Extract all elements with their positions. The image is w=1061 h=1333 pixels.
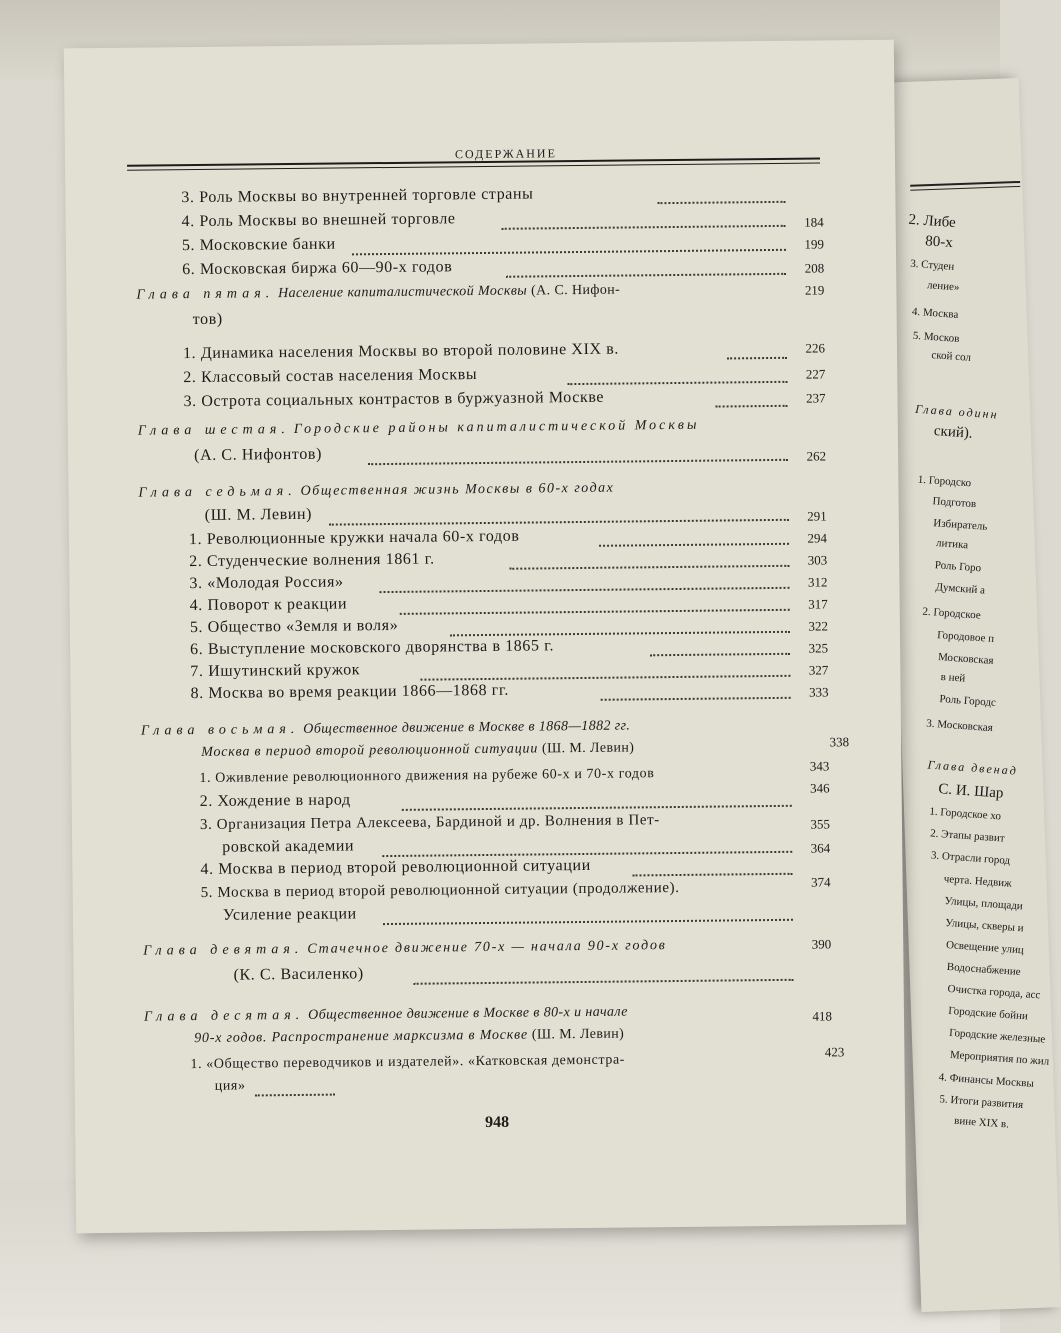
chapter-title-continued	[194, 1027, 624, 1048]
toc-entry: ровской академии	[222, 837, 355, 856]
toc-entry: 5. Московские банки	[181, 235, 336, 255]
toc-entry: 6. Выступление московского дворянства в 1865 г.	[190, 637, 555, 659]
facing-line: 1. Городско	[917, 473, 972, 490]
facing-line: Городовое п	[936, 629, 995, 646]
facing-line: Глава двенад	[927, 757, 1019, 778]
chapter-heading	[144, 1005, 628, 1026]
facing-line: 3. Отрасли город	[930, 849, 1011, 867]
facing-line: Городские бойни	[947, 1004, 1029, 1023]
leader-dots	[352, 249, 786, 256]
page-number: 322	[808, 618, 828, 634]
leader-dots	[255, 1094, 335, 1097]
facing-page	[879, 78, 1061, 1312]
toc-entry: 4. Поворот к реакции	[189, 595, 348, 615]
leader-dots	[601, 697, 791, 701]
leader-dots	[420, 675, 790, 681]
page-number: 317	[808, 596, 828, 612]
facing-line: ский).	[933, 423, 974, 442]
leader-dots	[383, 919, 793, 925]
facing-line: черта. Недвиж	[943, 873, 1013, 890]
leader-dots	[650, 653, 790, 656]
facing-line: 2. Городское	[922, 605, 982, 622]
facing-line: Улицы, скверы и	[944, 916, 1025, 935]
leader-dots	[502, 225, 786, 230]
page-number: 237	[805, 390, 826, 406]
chapter-heading	[141, 718, 630, 739]
facing-line: Очистка города, асс	[947, 982, 1041, 1002]
facing-line: Освещение улиц	[945, 938, 1025, 957]
leader-dots	[657, 201, 785, 204]
page-number: 294	[807, 530, 828, 546]
leader-dots	[599, 543, 789, 547]
leader-dots	[380, 587, 790, 593]
page-folio: 948	[485, 1113, 510, 1132]
facing-line: литика	[935, 537, 969, 552]
page-number: 219	[804, 282, 825, 298]
facing-line: Водоснабжение	[946, 960, 1021, 979]
page-number: 262	[806, 448, 827, 464]
leader-dots	[567, 381, 787, 385]
facing-page-rule	[910, 181, 1020, 191]
chapter-label: Глава десятая.	[143, 1007, 305, 1025]
facing-line: С. И. Шар	[937, 781, 1004, 802]
chapter-heading	[138, 481, 614, 502]
facing-line: ской сол	[931, 349, 972, 364]
page-number: 355	[810, 816, 831, 832]
chapter-author: тов)	[192, 310, 223, 329]
chapter-author: (А. С. Нифон-	[530, 282, 621, 299]
page-number: 208	[804, 260, 825, 276]
toc-entry: 1. Революционные кружки начала 60-х годов	[188, 527, 520, 549]
toc-entry: 3. Роль Москвы во внутренней торговле страны	[181, 185, 534, 207]
toc-entry: 5. Москва в период второй революционной ситуации (продолжение).	[200, 879, 680, 901]
facing-line: Избиратель	[932, 517, 988, 533]
facing-line: Роль Горо	[934, 559, 982, 575]
page-number: 226	[805, 340, 826, 356]
facing-line: 80-х	[924, 233, 954, 252]
page-number: 227	[805, 366, 826, 382]
facing-line: вине XIX в.	[953, 1114, 1010, 1131]
facing-line: 5. Итоги развития	[939, 1093, 1024, 1112]
page-number: 346	[810, 780, 830, 796]
page-number: 343	[809, 758, 830, 774]
facing-line: Мероприятия по жил	[949, 1048, 1050, 1068]
facing-line: Роль Городс	[939, 693, 997, 709]
page-number: 364	[810, 840, 831, 856]
leader-dots	[414, 979, 794, 985]
toc-entry: 2. Хождение в народ	[199, 791, 351, 810]
facing-line: Московская	[937, 651, 994, 667]
toc-entry: 3. Организация Петра Алексеева, Бардиной и др. Волнения в Пет-	[199, 812, 660, 833]
page-number: 374	[811, 874, 831, 890]
facing-line: 4. Москва	[911, 305, 959, 321]
chapter-title: Общественное движение в Москве в 1868—1882 гг.	[303, 718, 631, 737]
toc-entry: 7. Ишутинский кружок	[190, 661, 361, 681]
toc-entry: 4. Роль Москвы во внешней торговле	[181, 210, 456, 231]
chapter-heading	[136, 283, 620, 304]
facing-line: 3. Московская	[925, 717, 994, 735]
facing-line: Глава одинн	[914, 401, 1000, 422]
chapter-author: (Ш. М. Левин)	[531, 1026, 625, 1043]
page-number: 199	[804, 236, 824, 252]
facing-line: Улицы, площади	[944, 894, 1024, 913]
toc-entry: Усиление реакции	[222, 905, 357, 924]
chapter-title: Общественная жизнь Москвы в 60-х годах	[300, 480, 615, 499]
facing-line: Городские железные	[948, 1026, 1046, 1046]
facing-line: 3. Студен	[909, 257, 955, 273]
leader-dots	[509, 565, 789, 570]
page-number: 327	[808, 662, 829, 678]
toc-entry: 6. Московская биржа 60—90-х годов	[182, 258, 453, 279]
chapter-title: Москва в период второй революционной ситуации	[201, 741, 539, 760]
page-number: 303	[807, 552, 828, 568]
book-page	[64, 40, 906, 1234]
chapter-title: Население капиталистической Москвы	[278, 283, 528, 302]
chapter-heading	[138, 418, 700, 440]
toc-entry: 1. «Общество переводчиков и издателей». «Катковская демонстра-	[190, 1052, 626, 1073]
facing-line: Подготов	[932, 495, 977, 511]
chapter-title: Общественное движение в Москве в 80-х и начале	[308, 1004, 628, 1023]
leader-dots	[716, 405, 788, 408]
leader-dots	[450, 631, 790, 637]
chapter-label: Глава восьмая.	[140, 721, 300, 739]
toc-entry: 2. Классовый состав населения Москвы	[183, 366, 478, 387]
leader-dots	[402, 805, 792, 811]
chapter-title: Городские районы капиталистической Москвы	[293, 417, 700, 437]
chapter-title: Стачечное движение 70-х — начала 90-х годов	[307, 938, 667, 957]
page-number: 291	[807, 508, 827, 524]
leader-dots	[368, 459, 788, 465]
toc-entry: 2. Студенческие волнения 1861 г.	[189, 550, 435, 571]
page-number: 312	[807, 574, 828, 590]
chapter-author: (К. С. Василенко)	[233, 965, 364, 984]
facing-line: в ней	[940, 670, 966, 685]
leader-dots	[506, 273, 786, 278]
page-number: 390	[811, 936, 832, 952]
toc-entry: ция»	[214, 1078, 246, 1094]
toc-entry: 4. Москва в период второй революционной ситуации	[200, 856, 591, 878]
page-number: 333	[809, 684, 829, 700]
chapter-label: Глава седьмая.	[138, 483, 297, 501]
leader-dots	[633, 873, 793, 877]
facing-line: 2. Либе	[907, 211, 957, 232]
toc-entry: 3. Острота социальных контрастов в буржуазной Москве	[183, 388, 605, 411]
facing-line: 4. Финансы Москвы	[938, 1071, 1035, 1090]
leader-dots	[329, 519, 789, 526]
page-number: 184	[804, 214, 824, 230]
chapter-author: (А. С. Нифонтов)	[194, 445, 323, 465]
toc-entry: 1. Динамика населения Москвы во второй половине XIX в.	[182, 340, 620, 363]
leader-dots	[400, 609, 790, 615]
toc-entry: 5. Общество «Земля и воля»	[189, 616, 399, 637]
chapter-heading	[143, 938, 666, 959]
toc-entry: 3. «Молодая Россия»	[189, 573, 344, 593]
chapter-author: (Ш. М. Левин)	[541, 740, 635, 757]
leader-dots	[727, 357, 787, 360]
facing-line: ление»	[926, 279, 960, 294]
facing-line: 1. Городское хо	[928, 805, 1002, 823]
chapter-label: Глава пятая.	[136, 286, 275, 303]
page-number: 325	[808, 640, 829, 656]
running-head: СОДЕРЖАНИЕ	[454, 146, 557, 162]
toc-entry: 8. Москва во время реакции 1866—1868 гг.	[190, 681, 509, 703]
page-number: 418	[812, 1008, 833, 1024]
page-number: 423	[824, 1044, 845, 1060]
chapter-author: (Ш. М. Левин)	[204, 505, 313, 524]
chapter-title: 90-х годов. Распространение марксизма в Москве	[194, 1027, 529, 1047]
facing-line: Думский а	[935, 581, 986, 597]
chapter-title-continued	[201, 740, 634, 761]
facing-line: 5. Москов	[912, 329, 960, 345]
chapter-label: Глава шестая.	[137, 422, 290, 439]
page-number: 338	[829, 734, 850, 750]
toc-entry: 1. Оживление революционного движения на рубеже 60-х и 70-х годов	[199, 766, 655, 786]
chapter-label: Глава девятая.	[143, 941, 304, 959]
facing-line: 2. Этапы развит	[929, 827, 1006, 845]
